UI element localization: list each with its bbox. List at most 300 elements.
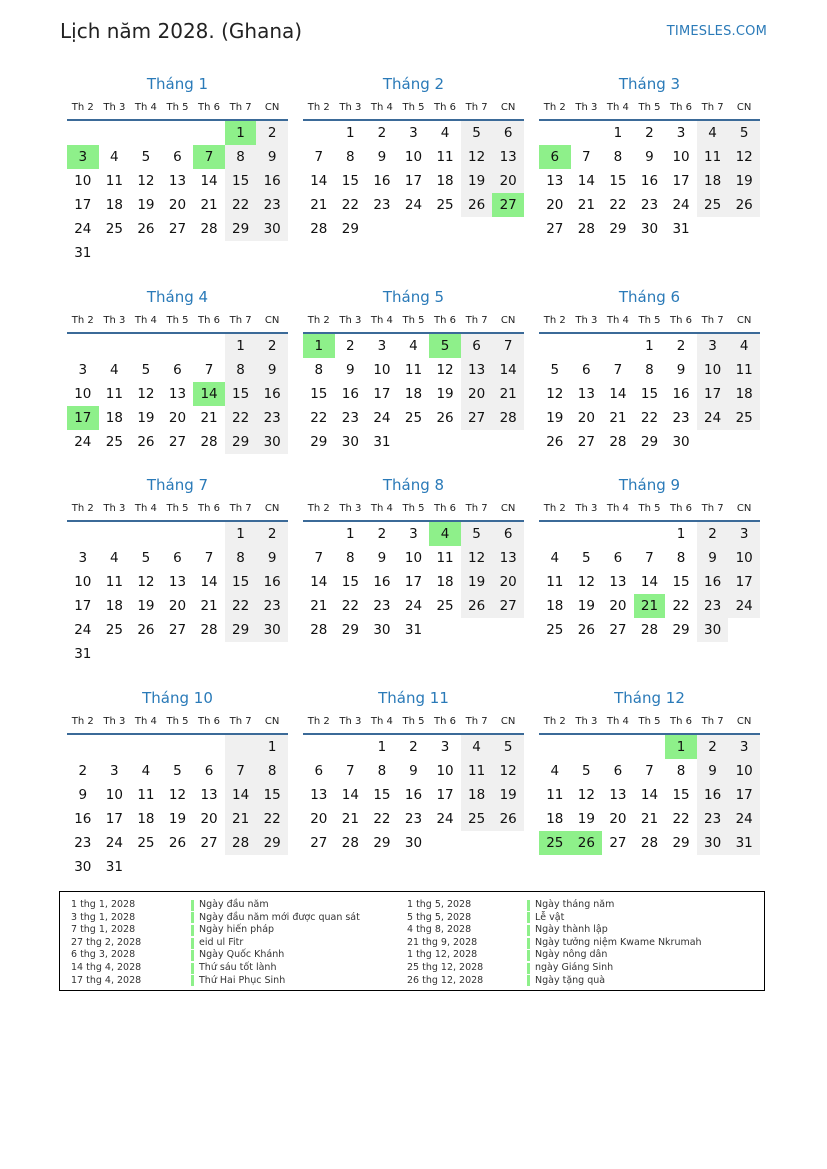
- day-cell[interactable]: 31: [672, 221, 690, 237]
- day-cell[interactable]: 17: [404, 173, 423, 189]
- day-cell[interactable]: 16: [256, 382, 288, 406]
- day-cell[interactable]: 21: [310, 598, 328, 614]
- day-cell[interactable]: 8: [676, 763, 686, 779]
- day-cell[interactable]: 2: [377, 125, 387, 141]
- day-cell[interactable]: 25: [539, 831, 571, 855]
- day-cell[interactable]: 7: [225, 759, 257, 783]
- day-cell[interactable]: 15: [225, 570, 257, 594]
- day-cell[interactable]: 28: [310, 221, 328, 237]
- day-cell[interactable]: 28: [200, 434, 218, 450]
- day-cell[interactable]: 28: [577, 221, 595, 237]
- day-cell[interactable]: 26: [577, 622, 595, 638]
- day-cell[interactable]: 6: [539, 145, 571, 169]
- day-cell[interactable]: 27: [461, 406, 493, 430]
- day-cell[interactable]: 5: [582, 550, 591, 566]
- day-cell[interactable]: 15: [341, 173, 359, 189]
- day-cell[interactable]: 6: [492, 522, 524, 546]
- day-cell[interactable]: 27: [609, 835, 627, 851]
- day-cell[interactable]: 15: [373, 787, 391, 803]
- day-cell[interactable]: 1: [346, 526, 355, 542]
- day-cell[interactable]: 29: [225, 430, 257, 454]
- day-cell[interactable]: 14: [310, 574, 328, 590]
- day-cell[interactable]: 18: [436, 173, 454, 189]
- day-cell[interactable]: 9: [256, 358, 288, 382]
- day-cell[interactable]: 20: [168, 410, 187, 426]
- day-cell[interactable]: 27: [577, 434, 595, 450]
- day-cell[interactable]: 10: [74, 173, 92, 189]
- day-cell[interactable]: 29: [609, 221, 627, 237]
- day-cell[interactable]: 19: [577, 811, 595, 827]
- day-cell[interactable]: 23: [256, 406, 288, 430]
- day-cell[interactable]: 6: [173, 550, 182, 566]
- day-cell[interactable]: 18: [137, 811, 155, 827]
- day-cell[interactable]: 30: [74, 859, 92, 875]
- day-cell[interactable]: 3: [728, 522, 760, 546]
- day-cell[interactable]: 25: [105, 622, 123, 638]
- day-cell[interactable]: 16: [74, 811, 92, 827]
- day-cell[interactable]: 4: [141, 763, 151, 779]
- day-cell[interactable]: 26: [461, 594, 493, 618]
- day-cell[interactable]: 11: [436, 550, 454, 566]
- day-cell[interactable]: 20: [492, 570, 524, 594]
- day-cell[interactable]: 27: [492, 193, 524, 217]
- day-cell[interactable]: 26: [436, 410, 454, 426]
- day-cell[interactable]: 18: [546, 811, 564, 827]
- day-cell[interactable]: 7: [492, 334, 524, 358]
- day-cell[interactable]: 8: [225, 358, 257, 382]
- day-cell[interactable]: 15: [225, 169, 257, 193]
- day-cell[interactable]: 30: [341, 434, 359, 450]
- day-cell[interactable]: 3: [78, 550, 88, 566]
- day-cell[interactable]: 26: [728, 193, 760, 217]
- day-cell[interactable]: 16: [404, 787, 423, 803]
- day-cell[interactable]: 20: [609, 811, 627, 827]
- day-cell[interactable]: 5: [141, 550, 151, 566]
- day-cell[interactable]: 4: [440, 125, 450, 141]
- day-cell[interactable]: 20: [461, 382, 493, 406]
- day-cell[interactable]: 12: [137, 574, 155, 590]
- day-cell[interactable]: 31: [105, 859, 123, 875]
- day-cell[interactable]: 16: [697, 570, 729, 594]
- day-cell[interactable]: 25: [461, 807, 493, 831]
- day-cell[interactable]: 18: [105, 197, 123, 213]
- day-cell[interactable]: 17: [404, 574, 423, 590]
- day-cell[interactable]: 9: [256, 546, 288, 570]
- day-cell[interactable]: 27: [609, 622, 627, 638]
- day-cell[interactable]: 21: [492, 382, 524, 406]
- day-cell[interactable]: 15: [640, 386, 659, 402]
- day-cell[interactable]: 26: [137, 434, 155, 450]
- day-cell[interactable]: 11: [546, 574, 564, 590]
- day-cell[interactable]: 30: [640, 221, 659, 237]
- day-cell[interactable]: 1: [225, 522, 257, 546]
- day-cell[interactable]: 20: [200, 811, 218, 827]
- day-cell[interactable]: 18: [404, 386, 423, 402]
- day-cell[interactable]: 21: [310, 197, 328, 213]
- day-cell[interactable]: 4: [409, 338, 418, 354]
- day-cell[interactable]: 24: [672, 197, 690, 213]
- day-cell[interactable]: 21: [341, 811, 359, 827]
- day-cell[interactable]: 26: [546, 434, 564, 450]
- day-cell[interactable]: 1: [256, 735, 288, 759]
- day-cell[interactable]: 13: [577, 386, 595, 402]
- day-cell[interactable]: 3: [377, 338, 387, 354]
- day-cell[interactable]: 7: [645, 763, 654, 779]
- day-cell[interactable]: 1: [225, 334, 257, 358]
- day-cell[interactable]: 2: [697, 735, 729, 759]
- day-cell[interactable]: 9: [697, 759, 729, 783]
- day-cell[interactable]: 16: [256, 570, 288, 594]
- day-cell[interactable]: 2: [645, 125, 654, 141]
- day-cell[interactable]: 2: [676, 338, 686, 354]
- day-cell[interactable]: 8: [314, 362, 324, 378]
- day-cell[interactable]: 29: [341, 622, 359, 638]
- day-cell[interactable]: 10: [74, 574, 92, 590]
- day-cell[interactable]: 19: [137, 598, 155, 614]
- day-cell[interactable]: 11: [436, 149, 454, 165]
- day-cell[interactable]: 29: [373, 835, 391, 851]
- day-cell[interactable]: 3: [78, 362, 88, 378]
- day-cell[interactable]: 3: [110, 763, 119, 779]
- day-cell[interactable]: 4: [110, 550, 119, 566]
- day-cell[interactable]: 11: [697, 145, 729, 169]
- day-cell[interactable]: 8: [225, 546, 257, 570]
- day-cell[interactable]: 22: [373, 811, 391, 827]
- day-cell[interactable]: 27: [168, 434, 187, 450]
- day-cell[interactable]: 26: [168, 835, 187, 851]
- day-cell[interactable]: 28: [225, 831, 257, 855]
- day-cell[interactable]: 30: [373, 622, 391, 638]
- day-cell[interactable]: 5: [550, 362, 560, 378]
- day-cell[interactable]: 26: [461, 193, 493, 217]
- day-cell[interactable]: 27: [310, 835, 328, 851]
- day-cell[interactable]: 29: [672, 622, 690, 638]
- day-cell[interactable]: 9: [377, 550, 387, 566]
- day-cell[interactable]: 5: [461, 522, 493, 546]
- day-cell[interactable]: 10: [728, 759, 760, 783]
- day-cell[interactable]: 28: [200, 221, 218, 237]
- day-cell[interactable]: 23: [373, 197, 391, 213]
- day-cell[interactable]: 18: [461, 783, 493, 807]
- day-cell[interactable]: 8: [346, 550, 355, 566]
- day-cell[interactable]: 16: [256, 169, 288, 193]
- day-cell[interactable]: 16: [697, 783, 729, 807]
- day-cell[interactable]: 4: [461, 735, 493, 759]
- day-cell[interactable]: 7: [193, 145, 225, 169]
- day-cell[interactable]: 3: [728, 735, 760, 759]
- day-cell[interactable]: 28: [640, 622, 659, 638]
- day-cell[interactable]: 8: [645, 362, 654, 378]
- day-cell[interactable]: 17: [672, 173, 690, 189]
- day-cell[interactable]: 30: [256, 217, 288, 241]
- day-cell[interactable]: 10: [373, 362, 391, 378]
- day-cell[interactable]: 9: [676, 362, 686, 378]
- day-cell[interactable]: 22: [640, 410, 659, 426]
- day-cell[interactable]: 4: [697, 121, 729, 145]
- day-cell[interactable]: 24: [74, 622, 92, 638]
- day-cell[interactable]: 13: [310, 787, 328, 803]
- day-cell[interactable]: 24: [105, 835, 123, 851]
- day-cell[interactable]: 23: [697, 594, 729, 618]
- day-cell[interactable]: 25: [436, 197, 454, 213]
- day-cell[interactable]: 22: [256, 807, 288, 831]
- day-cell[interactable]: 29: [225, 618, 257, 642]
- day-cell[interactable]: 22: [341, 598, 359, 614]
- day-cell[interactable]: 20: [609, 598, 627, 614]
- day-cell[interactable]: 13: [168, 574, 187, 590]
- day-cell[interactable]: 21: [640, 811, 659, 827]
- day-cell[interactable]: 29: [640, 434, 659, 450]
- day-cell[interactable]: 9: [377, 149, 387, 165]
- day-cell[interactable]: 25: [728, 406, 760, 430]
- day-cell[interactable]: 12: [436, 362, 454, 378]
- day-cell[interactable]: 16: [373, 574, 391, 590]
- day-cell[interactable]: 29: [672, 835, 690, 851]
- day-cell[interactable]: 20: [577, 410, 595, 426]
- day-cell[interactable]: 9: [256, 145, 288, 169]
- day-cell[interactable]: 25: [137, 835, 155, 851]
- day-cell[interactable]: 19: [546, 410, 564, 426]
- day-cell[interactable]: 1: [645, 338, 654, 354]
- day-cell[interactable]: 29: [341, 221, 359, 237]
- day-cell[interactable]: 6: [314, 763, 324, 779]
- day-cell[interactable]: 16: [672, 386, 690, 402]
- day-cell[interactable]: 29: [256, 831, 288, 855]
- day-cell[interactable]: 18: [546, 598, 564, 614]
- day-cell[interactable]: 17: [728, 570, 760, 594]
- day-cell[interactable]: 11: [137, 787, 155, 803]
- day-cell[interactable]: 24: [436, 811, 454, 827]
- day-cell[interactable]: 22: [225, 406, 257, 430]
- day-cell[interactable]: 17: [67, 406, 99, 430]
- day-cell[interactable]: 28: [341, 835, 359, 851]
- day-cell[interactable]: 25: [436, 598, 454, 614]
- day-cell[interactable]: 14: [492, 358, 524, 382]
- day-cell[interactable]: 19: [168, 811, 187, 827]
- day-cell[interactable]: 6: [492, 121, 524, 145]
- day-cell[interactable]: 6: [173, 149, 182, 165]
- day-cell[interactable]: 15: [672, 574, 690, 590]
- day-cell[interactable]: 19: [436, 386, 454, 402]
- day-cell[interactable]: 31: [74, 245, 92, 261]
- day-cell[interactable]: 9: [346, 362, 355, 378]
- day-cell[interactable]: 23: [672, 410, 690, 426]
- day-cell[interactable]: 12: [546, 386, 564, 402]
- day-cell[interactable]: 14: [225, 783, 257, 807]
- day-cell[interactable]: 22: [672, 598, 690, 614]
- day-cell[interactable]: 6: [461, 334, 493, 358]
- day-cell[interactable]: 10: [74, 386, 92, 402]
- day-cell[interactable]: 30: [672, 434, 690, 450]
- day-cell[interactable]: 4: [728, 334, 760, 358]
- day-cell[interactable]: 12: [492, 759, 524, 783]
- day-cell[interactable]: 5: [141, 362, 151, 378]
- day-cell[interactable]: 6: [613, 550, 623, 566]
- day-cell[interactable]: 26: [137, 622, 155, 638]
- day-cell[interactable]: 14: [640, 787, 659, 803]
- day-cell[interactable]: 31: [373, 434, 391, 450]
- day-cell[interactable]: 23: [341, 410, 359, 426]
- day-cell[interactable]: 17: [74, 598, 92, 614]
- day-cell[interactable]: 6: [582, 362, 591, 378]
- day-cell[interactable]: 23: [697, 807, 729, 831]
- day-cell[interactable]: 10: [728, 546, 760, 570]
- day-cell[interactable]: 17: [728, 783, 760, 807]
- day-cell[interactable]: 26: [137, 221, 155, 237]
- day-cell[interactable]: 5: [582, 763, 591, 779]
- day-cell[interactable]: 31: [728, 831, 760, 855]
- day-cell[interactable]: 27: [200, 835, 218, 851]
- day-cell[interactable]: 11: [105, 173, 123, 189]
- day-cell[interactable]: 21: [609, 410, 627, 426]
- day-cell[interactable]: 12: [728, 145, 760, 169]
- day-cell[interactable]: 10: [404, 550, 423, 566]
- day-cell[interactable]: 23: [373, 598, 391, 614]
- day-cell[interactable]: 12: [137, 173, 155, 189]
- day-cell[interactable]: 19: [137, 197, 155, 213]
- day-cell[interactable]: 4: [550, 763, 560, 779]
- day-cell[interactable]: 13: [609, 787, 627, 803]
- day-cell[interactable]: 25: [697, 193, 729, 217]
- day-cell[interactable]: 29: [310, 434, 328, 450]
- day-cell[interactable]: 11: [728, 358, 760, 382]
- day-cell[interactable]: 12: [577, 787, 595, 803]
- day-cell[interactable]: 12: [461, 145, 493, 169]
- day-cell[interactable]: 6: [173, 362, 182, 378]
- day-cell[interactable]: 7: [314, 550, 324, 566]
- day-cell[interactable]: 17: [74, 197, 92, 213]
- day-cell[interactable]: 1: [225, 121, 257, 145]
- day-cell[interactable]: 13: [168, 173, 187, 189]
- day-cell[interactable]: 7: [314, 149, 324, 165]
- day-cell[interactable]: 7: [582, 149, 591, 165]
- day-cell[interactable]: 28: [200, 622, 218, 638]
- day-cell[interactable]: 3: [409, 125, 418, 141]
- day-cell[interactable]: 2: [78, 763, 88, 779]
- day-cell[interactable]: 8: [676, 550, 686, 566]
- day-cell[interactable]: 14: [310, 173, 328, 189]
- day-cell[interactable]: 31: [74, 646, 92, 662]
- day-cell[interactable]: 23: [404, 811, 423, 827]
- day-cell[interactable]: 21: [577, 197, 595, 213]
- day-cell[interactable]: 20: [168, 197, 187, 213]
- day-cell[interactable]: 19: [577, 598, 595, 614]
- day-cell[interactable]: 2: [346, 338, 355, 354]
- day-cell[interactable]: 15: [225, 382, 257, 406]
- day-cell[interactable]: 21: [225, 807, 257, 831]
- day-cell[interactable]: 7: [613, 362, 623, 378]
- day-cell[interactable]: 15: [341, 574, 359, 590]
- day-cell[interactable]: 5: [461, 121, 493, 145]
- day-cell[interactable]: 24: [728, 807, 760, 831]
- day-cell[interactable]: 14: [193, 382, 225, 406]
- day-cell[interactable]: 4: [550, 550, 560, 566]
- day-cell[interactable]: 2: [409, 739, 418, 755]
- day-cell[interactable]: 13: [200, 787, 218, 803]
- day-cell[interactable]: 12: [137, 386, 155, 402]
- day-cell[interactable]: 30: [256, 430, 288, 454]
- day-cell[interactable]: 17: [105, 811, 123, 827]
- day-cell[interactable]: 19: [461, 570, 493, 594]
- day-cell[interactable]: 25: [404, 410, 423, 426]
- day-cell[interactable]: 20: [492, 169, 524, 193]
- day-cell[interactable]: 14: [200, 574, 218, 590]
- day-cell[interactable]: 10: [672, 149, 690, 165]
- day-cell[interactable]: 10: [404, 149, 423, 165]
- day-cell[interactable]: 15: [256, 783, 288, 807]
- day-cell[interactable]: 4: [110, 149, 119, 165]
- day-cell[interactable]: 18: [105, 410, 123, 426]
- day-cell[interactable]: 28: [609, 434, 627, 450]
- day-cell[interactable]: 16: [640, 173, 659, 189]
- day-cell[interactable]: 1: [676, 526, 686, 542]
- day-cell[interactable]: 13: [546, 173, 564, 189]
- day-cell[interactable]: 18: [697, 169, 729, 193]
- day-cell[interactable]: 8: [256, 759, 288, 783]
- day-cell[interactable]: 3: [67, 145, 99, 169]
- day-cell[interactable]: 8: [225, 145, 257, 169]
- day-cell[interactable]: 22: [672, 811, 690, 827]
- day-cell[interactable]: 6: [204, 763, 214, 779]
- day-cell[interactable]: 7: [204, 550, 214, 566]
- day-cell[interactable]: 30: [404, 835, 423, 851]
- day-cell[interactable]: 27: [168, 622, 187, 638]
- day-cell[interactable]: 14: [200, 173, 218, 189]
- day-cell[interactable]: 2: [256, 121, 288, 145]
- day-cell[interactable]: 11: [105, 574, 123, 590]
- day-cell[interactable]: 3: [676, 125, 686, 141]
- day-cell[interactable]: 25: [105, 434, 123, 450]
- day-cell[interactable]: 7: [204, 362, 214, 378]
- day-cell[interactable]: 22: [609, 197, 627, 213]
- day-cell[interactable]: 23: [256, 594, 288, 618]
- day-cell[interactable]: 10: [697, 358, 729, 382]
- day-cell[interactable]: 7: [346, 763, 355, 779]
- day-cell[interactable]: 22: [225, 193, 257, 217]
- day-cell[interactable]: 3: [409, 526, 418, 542]
- day-cell[interactable]: 17: [697, 382, 729, 406]
- day-cell[interactable]: 2: [697, 522, 729, 546]
- day-cell[interactable]: 25: [546, 622, 564, 638]
- day-cell[interactable]: 2: [377, 526, 387, 542]
- day-cell[interactable]: 5: [728, 121, 760, 145]
- day-cell[interactable]: 23: [640, 197, 659, 213]
- day-cell[interactable]: 5: [429, 334, 461, 358]
- day-cell[interactable]: 16: [373, 173, 391, 189]
- day-cell[interactable]: 27: [168, 221, 187, 237]
- day-cell[interactable]: 19: [728, 169, 760, 193]
- day-cell[interactable]: 19: [492, 783, 524, 807]
- day-cell[interactable]: 26: [571, 831, 603, 855]
- day-cell[interactable]: 8: [346, 149, 355, 165]
- day-cell[interactable]: 29: [225, 217, 257, 241]
- day-cell[interactable]: 15: [310, 386, 328, 402]
- day-cell[interactable]: 21: [634, 594, 666, 618]
- day-cell[interactable]: 11: [404, 362, 423, 378]
- day-cell[interactable]: 1: [665, 735, 697, 759]
- day-cell[interactable]: 21: [200, 197, 218, 213]
- day-cell[interactable]: 30: [697, 618, 729, 642]
- day-cell[interactable]: 13: [461, 358, 493, 382]
- day-cell[interactable]: 9: [78, 787, 88, 803]
- day-cell[interactable]: 18: [728, 382, 760, 406]
- day-cell[interactable]: 20: [168, 598, 187, 614]
- day-cell[interactable]: 11: [105, 386, 123, 402]
- day-cell[interactable]: 22: [341, 197, 359, 213]
- day-cell[interactable]: 22: [225, 594, 257, 618]
- day-cell[interactable]: 24: [728, 594, 760, 618]
- day-cell[interactable]: 15: [609, 173, 627, 189]
